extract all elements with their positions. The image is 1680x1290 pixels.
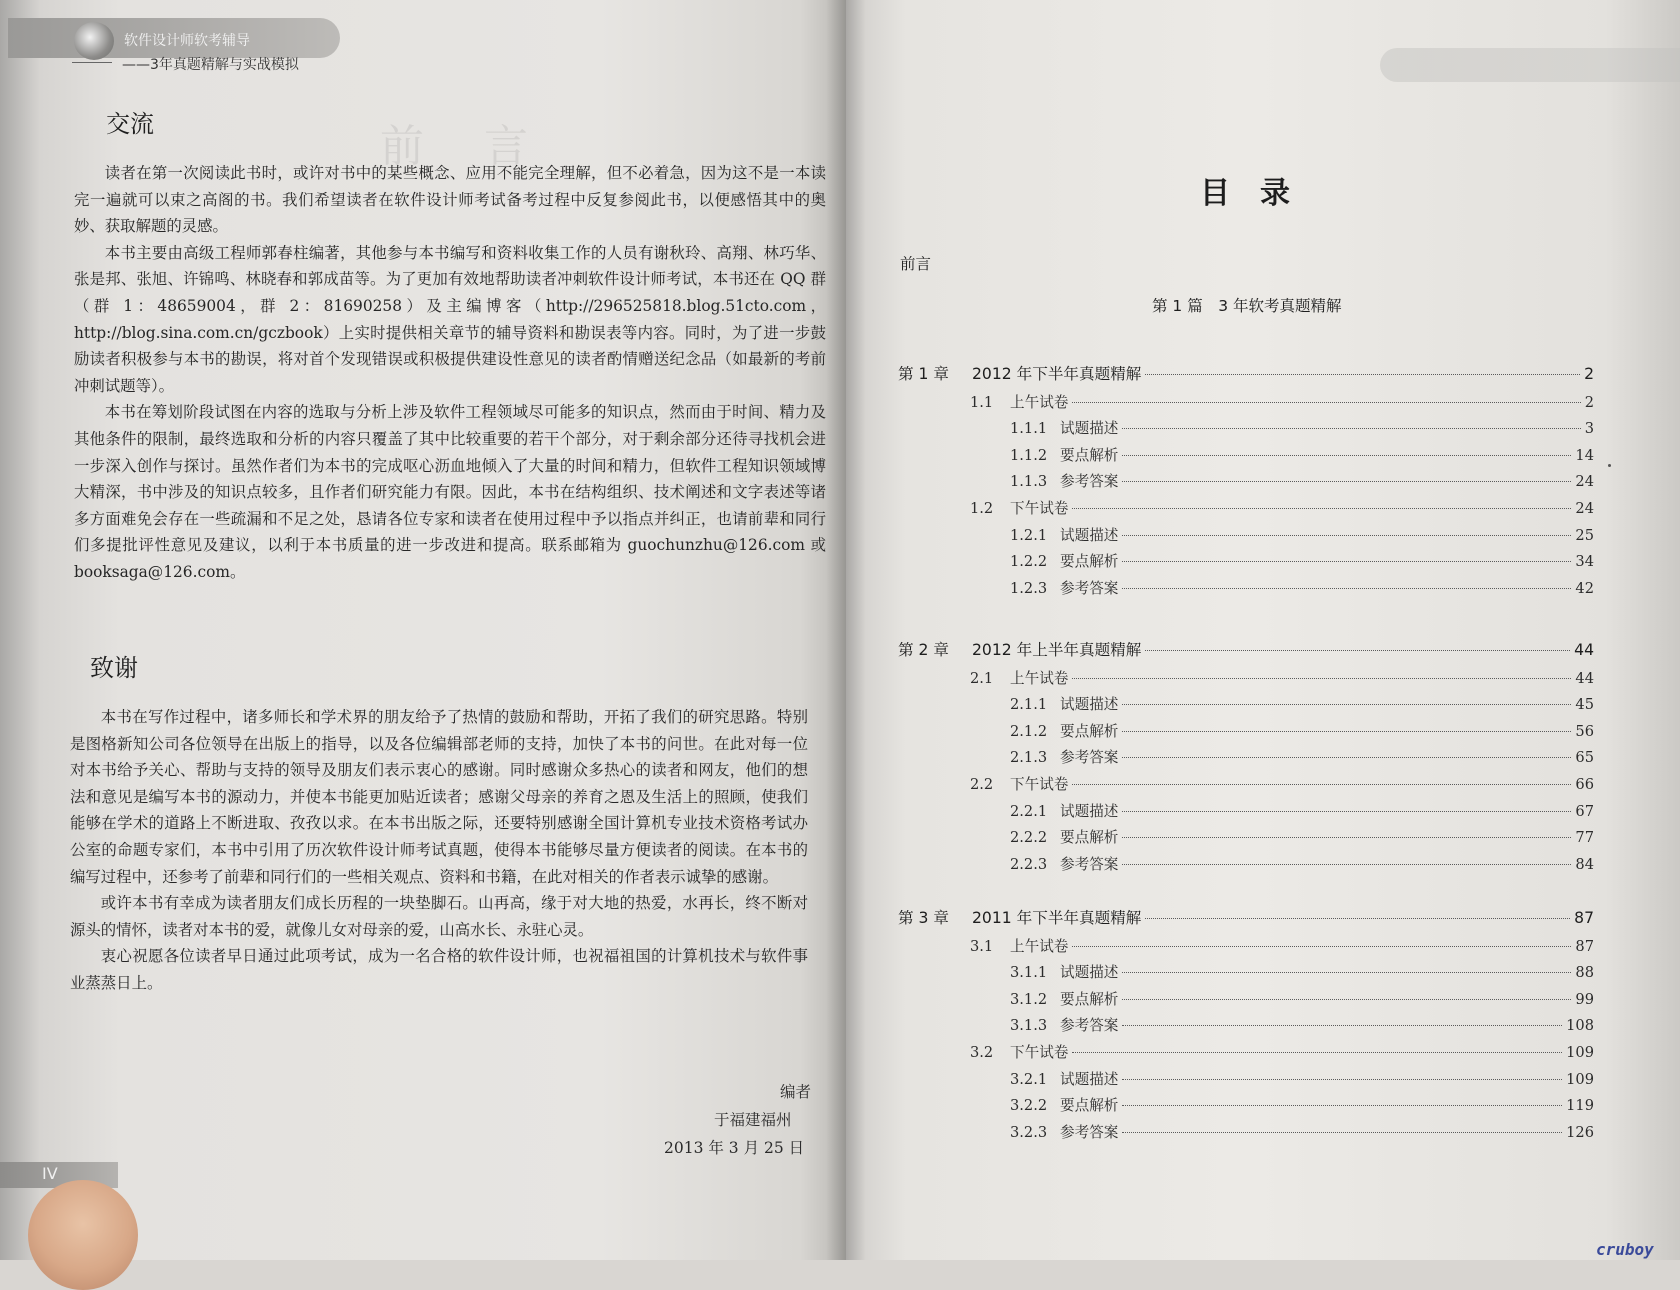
toc-item-number: 2.2.2 xyxy=(1010,829,1048,847)
toc-item-page: 84 xyxy=(1575,855,1594,873)
signature-date: 2013 年 3 月 25 日 xyxy=(664,1139,805,1157)
toc-item-page: 42 xyxy=(1575,579,1594,597)
toc-preface: 前言 xyxy=(900,255,932,273)
leader-dots xyxy=(1122,704,1571,705)
toc-section-page: 2 xyxy=(1584,393,1594,411)
leader-dots xyxy=(1122,731,1571,732)
toc-item xyxy=(1010,853,1594,874)
toc-section-number: 2.1 xyxy=(970,669,994,687)
book-gutter-shadow xyxy=(826,0,866,1260)
leader-dots xyxy=(1072,946,1571,947)
toc-item xyxy=(1010,746,1594,767)
book-subtitle: ——3年真题精解与实战模拟 xyxy=(122,54,299,74)
toc-item-number: 3.2.1 xyxy=(1010,1070,1048,1088)
toc-item-number: 1.1.1 xyxy=(1010,420,1048,438)
toc-item-page: 65 xyxy=(1575,749,1594,767)
toc-part-heading: 第 1 篇 3 年软考真题精解 xyxy=(1152,297,1342,315)
paragraph: 本书主要由高级工程师郭春柱编著，其他参与本书编写和资料收集工作的人员有谢秋玲、高翔、林巧华、张是邦、张旭、许锦鸣、林晓春和郭成苗等。为了更加有效地帮助读者冲刺软件设计师考试，本书还在 QQ 群（群 1：48659004，群 2：81690258）及主编博客（http://296525818.blog.51cto.com，http://blog.sina.com.cn/gczbook）上实时提供相关章节的辅导资料和勘误表等内容。同时，为了进一步鼓励读者积极参与本书的勘误，将对首个发现错误或积极提供建设性意见的读者酌情赠送纪念品（如最新的考前冲刺试题等）。 xyxy=(74,243,826,395)
toc-item-number: 3.1.3 xyxy=(1010,1017,1048,1035)
toc-item-page: 77 xyxy=(1575,829,1594,847)
toc-item xyxy=(1010,693,1594,714)
toc-item xyxy=(1010,577,1594,598)
toc-item-title: 试题描述 xyxy=(1060,420,1119,438)
toc-item-title: 参考答案 xyxy=(1060,855,1119,873)
toc-item-number: 3.2.3 xyxy=(1010,1123,1048,1141)
leader-dots xyxy=(1122,1025,1562,1026)
toc-section-title: 下午试卷 xyxy=(1010,1044,1069,1061)
exchange-body xyxy=(74,160,826,586)
toc-item-title: 要点解析 xyxy=(1060,553,1119,571)
toc-section xyxy=(970,773,1594,794)
toc-chapter-title: 2012 年下半年真题精解 xyxy=(972,365,1142,383)
toc-item-page: 24 xyxy=(1575,473,1594,491)
leader-dots xyxy=(1122,428,1580,429)
toc-section-title: 上午试卷 xyxy=(1010,937,1069,955)
toc-item-number: 3.1.2 xyxy=(1010,990,1048,1008)
leader-dots xyxy=(1072,1052,1562,1053)
toc-item-page: 109 xyxy=(1566,1070,1594,1088)
toc-section-number: 1.2 xyxy=(970,500,994,517)
toc-item-number: 1.1.3 xyxy=(1010,473,1048,491)
toc-item xyxy=(1010,1121,1594,1142)
toc-item-number: 2.2.1 xyxy=(1010,802,1048,820)
leader-dots xyxy=(1122,481,1571,482)
toc-section xyxy=(970,935,1594,956)
paragraph: 读者在第一次阅读此书时，或许对书中的某些概念、应用不能完全理解，但不必着急，因为这不是一本读完一遍就可以束之高阁的书。我们希望读者在软件设计师考试备考过程中反复参阅此书，以便感悟其中的奥妙、获取解题的灵感。 xyxy=(74,164,826,236)
thanks-body xyxy=(70,704,808,997)
toc-item-page: 34 xyxy=(1575,553,1594,571)
toc-section-page: 87 xyxy=(1575,937,1594,955)
toc-item-number: 2.1.3 xyxy=(1010,749,1048,767)
leader-dots xyxy=(1145,918,1570,919)
leader-dots xyxy=(1122,455,1571,456)
toc-item-title: 要点解析 xyxy=(1060,1097,1119,1115)
toc-item-title: 要点解析 xyxy=(1060,722,1119,740)
toc-section-page: 109 xyxy=(1566,1044,1594,1061)
leader-dots xyxy=(1122,864,1571,865)
toc-section-page: 66 xyxy=(1575,776,1594,793)
toc-section xyxy=(970,497,1594,518)
page-number: IV xyxy=(42,1164,58,1183)
leader-dots xyxy=(1072,508,1571,509)
toc-item xyxy=(1010,826,1594,847)
toc-chapter xyxy=(898,362,1594,384)
toc-chapter-title: 2012 年上半年真题精解 xyxy=(972,641,1142,659)
toc-section-title: 上午试卷 xyxy=(1010,669,1069,687)
toc-item xyxy=(1010,444,1594,465)
toc-item-number: 1.2.2 xyxy=(1010,553,1048,571)
toc-item-number: 2.2.3 xyxy=(1010,855,1048,873)
toc-section-number: 1.1 xyxy=(970,393,994,411)
signature-author: 编者 xyxy=(780,1083,812,1101)
leader-dots xyxy=(1122,837,1571,838)
toc-item-page: 126 xyxy=(1566,1123,1594,1141)
leader-dots xyxy=(1072,678,1571,679)
toc-item-page: 67 xyxy=(1575,802,1594,820)
toc-item-title: 要点解析 xyxy=(1060,446,1119,464)
book-series-title: 软件设计师软考辅导 xyxy=(124,33,250,49)
toc-chapter-page: 44 xyxy=(1574,641,1594,659)
leader-dots xyxy=(1122,1132,1562,1133)
book-logo-icon xyxy=(74,22,114,60)
toc-section-number: 2.2 xyxy=(970,776,994,793)
toc-chapter-number: 第 1 章 xyxy=(898,365,950,383)
header-band-right xyxy=(1380,48,1680,82)
toc-item-number: 1.2.1 xyxy=(1010,526,1048,544)
leader-dots xyxy=(1122,588,1571,589)
leader-dots xyxy=(1122,999,1571,1000)
toc-item-page: 88 xyxy=(1575,964,1594,982)
leader-dots xyxy=(1122,757,1571,758)
toc-section xyxy=(970,391,1594,412)
toc-section-title: 上午试卷 xyxy=(1010,393,1069,411)
toc-chapter-page: 2 xyxy=(1584,365,1594,383)
toc-item-number: 3.2.2 xyxy=(1010,1097,1048,1115)
toc-item-title: 试题描述 xyxy=(1060,526,1119,544)
toc-item-page: 45 xyxy=(1575,696,1594,714)
toc-chapter xyxy=(898,638,1594,660)
toc-chapter-number: 第 3 章 xyxy=(898,909,950,927)
toc-item xyxy=(1010,988,1594,1009)
finger-photo-artifact xyxy=(28,1180,138,1290)
toc-item-title: 试题描述 xyxy=(1060,1070,1119,1088)
toc-item-number: 2.1.2 xyxy=(1010,722,1048,740)
toc-item-title: 参考答案 xyxy=(1060,473,1119,491)
leader-dots xyxy=(1122,972,1571,973)
toc-item-page: 14 xyxy=(1575,446,1594,464)
toc-section-number: 3.1 xyxy=(970,937,994,955)
toc-item-page: 3 xyxy=(1584,420,1594,438)
toc-item-title: 试题描述 xyxy=(1060,696,1119,714)
leader-dots xyxy=(1072,402,1580,403)
leader-dots xyxy=(1122,535,1571,536)
page-speck xyxy=(1608,464,1611,467)
toc-item-page: 56 xyxy=(1575,722,1594,740)
watermark: cruboy xyxy=(1596,1240,1654,1259)
signature-place: 于福建福州 xyxy=(714,1111,792,1129)
bleed-through-heading: 前言 xyxy=(380,121,588,172)
section-heading-exchange: 交流 xyxy=(106,110,154,138)
toc-item-number: 1.2.3 xyxy=(1010,579,1048,597)
toc-section-page: 44 xyxy=(1575,669,1594,687)
toc-chapter-page: 87 xyxy=(1574,909,1594,927)
paragraph: 衷心祝愿各位读者早日通过此项考试，成为一名合格的软件设计师，也祝福祖国的计算机技术与软件事业蒸蒸日上。 xyxy=(70,947,808,992)
toc-section xyxy=(970,1041,1594,1062)
toc-chapter xyxy=(898,906,1594,928)
toc-item xyxy=(1010,720,1594,741)
paragraph: 或许本书有幸成为读者朋友们成长历程的一块垫脚石。山再高，缘于对大地的热爱，水再长，终不断对源头的情怀，读者对本书的爱，就像儿女对母亲的爱，山高水长、永驻心灵。 xyxy=(70,894,808,939)
toc-item-title: 参考答案 xyxy=(1060,579,1119,597)
paragraph: 本书在写作过程中，诸多师长和学术界的朋友给予了热情的鼓励和帮助，开拓了我们的研究思路。特别是图格新知公司各位领导在出版上的指导，以及各位编辑部老师的支持，加快了本书的问世。在此对每一位对本书给予关心、帮助与支持的领导及朋友们表示衷心的感谢。同时感谢众多热心的读者和网友，他们的想法和意见是编写本书的源动力，并使本书能更加贴近读者；感谢父母亲的养育之恩及生活上的照顾，使我们能够在学术的道路上不断进取、孜孜以求。在本书出版之际，还要特别感谢全国计算机专业技术资格考试办公室的命题专家们，本书中引用了历次软件设计师考试真题，使得本书能够尽量方便读者的阅读。在本书的编写过程中，还参考了前辈和同行们的一些相关观点、资料和书籍，在此对相关的作者表示诚挚的感谢。 xyxy=(70,708,808,886)
toc-item xyxy=(1010,1094,1594,1115)
toc-item-title: 参考答案 xyxy=(1060,749,1119,767)
toc-item xyxy=(1010,550,1594,571)
toc-section xyxy=(970,667,1594,688)
toc-item-page: 25 xyxy=(1575,526,1594,544)
paragraph: 本书在筹划阶段试图在内容的选取与分析上涉及软件工程领域尽可能多的知识点，然而由于时间、精力及其他条件的限制，最终选取和分析的内容只覆盖了其中比较重要的若干个部分，对于剩余部分还待寻找机会进一步深入创作与探讨。虽然作者们为本书的完成呕心沥血地倾入了大量的时间和精力，但软件工程知识领域博大精深，书中涉及的知识点较多，且作者们研究能力有限。因此，本书在结构组织、技术阐述和文字表述等诸多方面难免会存在一些疏漏和不足之处，恳请各位专家和读者在使用过程中予以指点并纠正，也请前辈和同行们多提批评性意见及建议，以利于本书质量的进一步改进和提高。联系邮箱为 guochunzhu@126.com 或 booksaga@126.com。 xyxy=(74,403,826,581)
toc-item-number: 2.1.1 xyxy=(1010,696,1048,714)
toc-item-page: 108 xyxy=(1566,1017,1594,1035)
toc-item xyxy=(1010,1068,1594,1089)
toc-title: 目录 xyxy=(1200,176,1320,211)
toc-item xyxy=(1010,524,1594,545)
toc-item-page: 119 xyxy=(1566,1097,1594,1115)
toc-item-page: 99 xyxy=(1575,990,1594,1008)
toc-item xyxy=(1010,800,1594,821)
toc-item-title: 试题描述 xyxy=(1060,802,1119,820)
toc-item-title: 参考答案 xyxy=(1060,1017,1119,1035)
leader-dots xyxy=(1145,374,1580,375)
toc-item xyxy=(1010,1014,1594,1035)
leader-dots xyxy=(1122,811,1571,812)
toc-section-number: 3.2 xyxy=(970,1044,994,1061)
leader-dots xyxy=(1122,1105,1562,1106)
toc-item xyxy=(1010,961,1594,982)
leader-dots xyxy=(1122,1079,1562,1080)
toc-item-title: 要点解析 xyxy=(1060,990,1119,1008)
toc-item-title: 试题描述 xyxy=(1060,964,1119,982)
leader-dots xyxy=(1145,650,1570,651)
toc-section-title: 下午试卷 xyxy=(1010,776,1069,793)
toc-item-number: 3.1.1 xyxy=(1010,964,1048,982)
toc-section-title: 下午试卷 xyxy=(1010,500,1069,517)
toc-chapter-number: 第 2 章 xyxy=(898,641,950,659)
toc-item xyxy=(1010,470,1594,491)
leader-dots xyxy=(1122,561,1571,562)
toc-item-number: 1.1.2 xyxy=(1010,446,1048,464)
toc-chapter-title: 2011 年下半年真题精解 xyxy=(972,909,1142,927)
toc-item-title: 要点解析 xyxy=(1060,829,1119,847)
section-heading-thanks: 致谢 xyxy=(90,654,138,682)
leader-dots xyxy=(1072,784,1571,785)
toc-item xyxy=(1010,417,1594,438)
toc-item-title: 参考答案 xyxy=(1060,1123,1119,1141)
toc-section-page: 24 xyxy=(1575,500,1594,517)
